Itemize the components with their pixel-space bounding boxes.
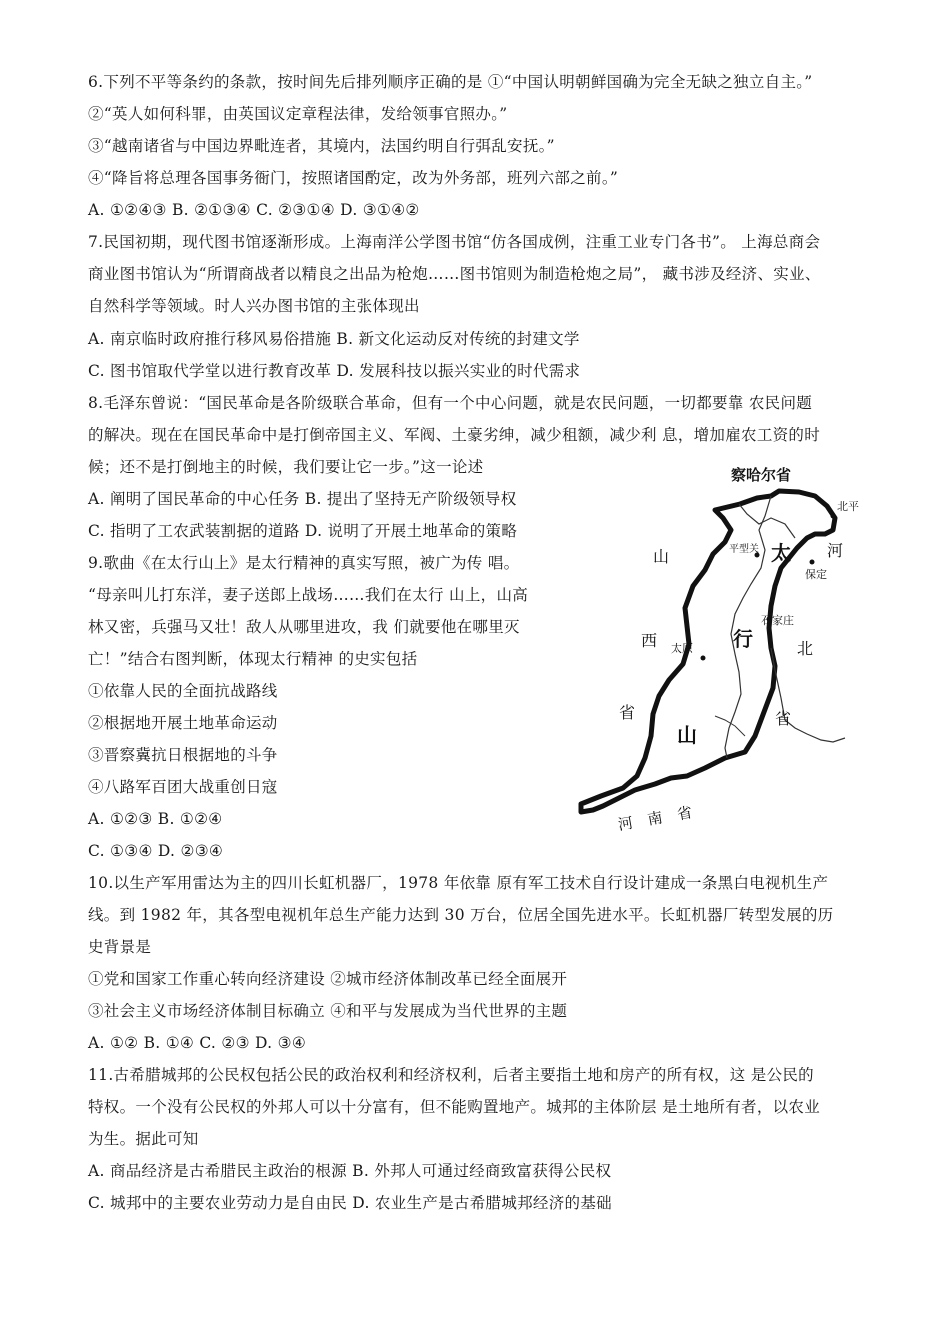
text-line: 候；还不是打倒地主的时候，我们要让它一步。”这一论述 [88,458,484,476]
label-taiyuan: 太原 [671,642,693,655]
text-line: C. 城邦中的主要农业劳动力是自由民 D. 农业生产是古希腊城邦经济的基础 [88,1194,612,1212]
label-shijiazhuang: 石家庄 [761,614,794,627]
text-line: 自然科学等领域。时人兴办图书馆的主张体现出 [88,297,420,315]
text-line: ②“英人如何科罪，由英国议定章程法律，发给领事官照办。” [88,105,508,123]
text-line: ②根据地开展土地革命运动 [88,714,278,732]
text-line: 6.下列不平等条约的条款，按时间先后排列顺序正确的是 ①“中国认明朝鲜国确为完全无缺之独立自主。” [88,73,813,91]
text-line: ③社会主义市场经济体制目标确立 ④和平与发展成为当代世界的主题 [88,1002,568,1020]
label-he: 河 [827,541,844,560]
text-line: ④八路军百团大战重创日寇 [88,778,278,796]
text-line: 特权。一个没有公民权的外邦人可以十分富有，但不能购置地产。城邦的主体阶层 是土地所有者，以农业 [88,1098,821,1116]
text-line: ③晋察冀抗日根据地的斗争 [88,746,278,764]
text-line: C. 指明了工农武装割据的道路 D. 说明了开展土地革命的策略 [88,522,518,540]
text-line: “母亲叫儿打东洋，妻子送郎上战场……我们在太行 山上，山高 [88,586,529,604]
baoding-marker [810,560,815,565]
text-line: 的解决。现在在国民革命中是打倒帝国主义、军阀、土豪劣绅，减少租额，减少利 息，增加雇农工资的时 [88,426,821,444]
taiyuan-marker [701,656,706,661]
text-line: A. 阐明了国民革命的中心任务 B. 提出了坚持无产阶级领导权 [88,490,517,508]
label-shan2: 山 [677,723,697,747]
label-bei: 北 [797,639,814,658]
text-line: 线。到 1982 年，其各型电视机年总生产能力达到 30 万台，位居全国先进水平。长虹机器厂转型发展的历 [88,906,834,924]
text-line: 商业图书馆认为“所谓商战者以精良之出品为枪炮……图书馆则为制造枪炮之局”， 藏书涉及经济、实业、 [88,265,821,283]
label-hang: 行 [733,627,753,651]
label-sheng-east: 省 [775,709,792,728]
text-line: 亡！”结合右图判断，体现太行精神 的史实包括 [88,650,418,668]
taihang-mountains-map [575,458,875,848]
text-line: ④“降旨将总理各国事务衙门，按照诸国酌定，改为外务部，班列六部之前。” [88,169,619,187]
text-line: ①党和国家工作重心转向经济建设 ②城市经济体制改革已经全面展开 [88,970,568,988]
label-beiping: 北平 [837,500,859,513]
text-line: 10.以生产军用雷达为主的四川长虹机器厂，1978 年依靠 原有军工技术自行设计建成一条黑白电视机生产 [88,874,829,892]
label-shan: 山 [653,547,670,566]
label-pingxingguan: 平型关 [729,544,759,555]
text-line: 11.古希腊城邦的公民权包括公民的政治权利和经济权利，后者主要指土地和房产的所有权，这 是公民的 [88,1066,814,1084]
text-line: 7.民国初期，现代图书馆逐渐形成。上海南洋公学图书馆“仿各国成例，注重工业专门各书”。 上海总商会 [88,233,821,251]
label-xi: 西 [641,631,658,650]
label-chahar: 察哈尔省 [731,466,792,484]
text-line: ③“越南诸省与中国边界毗连者，其境内，法国约明自行弭乱安抚。” [88,137,555,155]
text-line: A. ①②④③ B. ②①③④ C. ②③①④ D. ③①④② [88,201,420,219]
beiping-marker [831,514,836,519]
text-line: A. ①② B. ①④ C. ②③ D. ③④ [88,1034,307,1052]
text-line: 为生。据此可知 [88,1130,199,1148]
label-baoding: 保定 [805,568,827,581]
text-line: C. ①③④ D. ②③④ [88,842,224,860]
text-line: C. 图书馆取代学堂以进行教育改革 D. 发展科技以振兴实业的时代需求 [88,362,581,380]
label-tai: 太 [771,541,791,565]
text-line: 林又密，兵强马又壮！敌人从哪里进攻，我 们就要他在哪里灭 [88,618,520,636]
text-line: 8.毛泽东曾说：“国民革命是各阶级联合革命，但有一个中心问题，就是农民问题，一切都要靠 农民问题 [88,394,813,412]
text-line: A. 商品经济是古希腊民主政治的根源 B. 外邦人可通过经商致富获得公民权 [88,1162,612,1180]
text-line: A. 南京临时政府推行移风易俗措施 B. 新文化运动反对传统的封建文学 [88,330,580,348]
text-line: 史背景是 [88,938,152,956]
label-sheng-west: 省 [619,703,636,722]
label-henan: 河 南 省 [616,803,694,834]
text-line: 9.歌曲《在太行山上》是太行精神的真实写照，被广为传 唱。 [88,554,520,572]
text-line: A. ①②③ B. ①②④ [88,810,223,828]
text-line: ①依靠人民的全面抗战路线 [88,682,278,700]
